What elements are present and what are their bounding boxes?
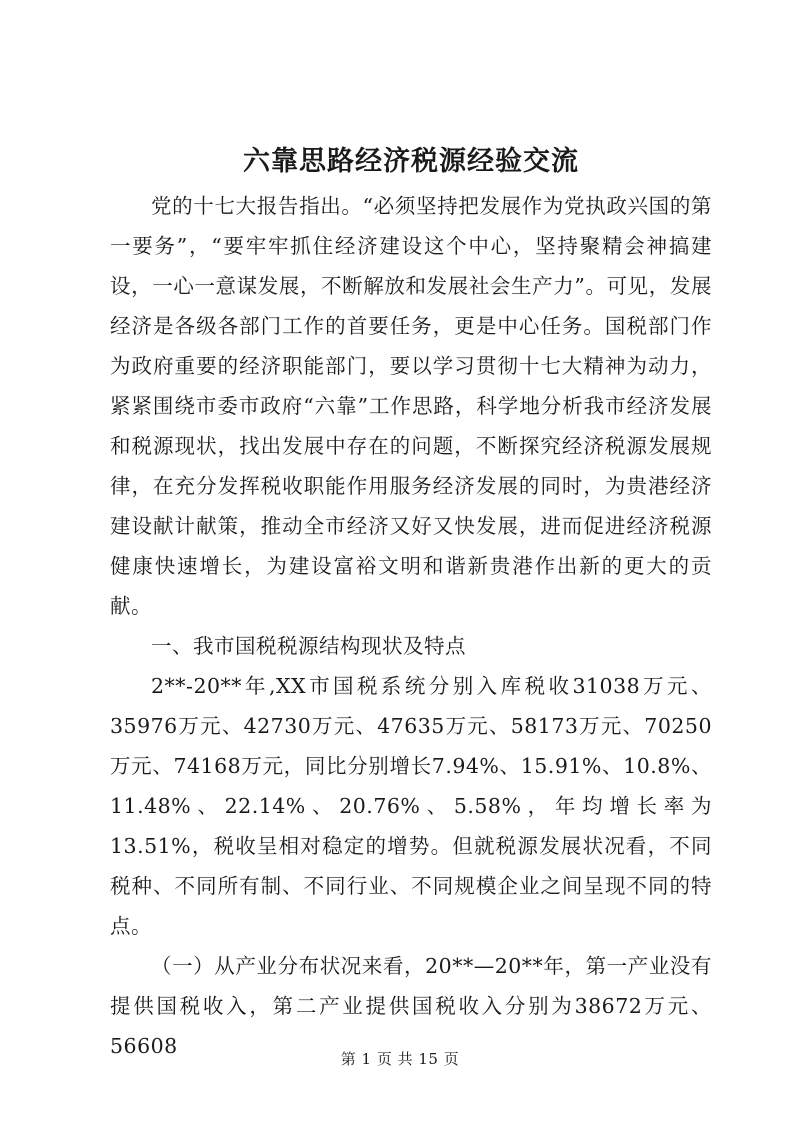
paragraph-intro: 党的十七大报告指出。“必须坚持把发展作为党执政兴国的第一要务”，“要牢牢抓住经济建设这个中心，坚持聚精会神搞建设，一心一意谋发展，不断解放和发展社会生产力”。可见，发展经济是各级各部门工作的首要任务，更是中心任务。国税部门作为政府重要的经济职能部门，要以学习贯彻十七大精神为动力，紧紧围绕市委市政府“六靠”工作思路，科学地分析我市经济发展和税源现状，找出发展中存在的问题，不断探究经济税源发展规律，在充分发挥税收职能作用服务经济发展的同时，为贵港经济建设献计献策，推动全市经济又好又快发展，进而促进经济税源健康快速增长，为建设富裕文明和谐新贵港作出新的更大的贡献。: [110, 194, 712, 618]
paragraph-tax-revenue: 2**-20**年,XX市国税系统分别入库税收31038万元、35976万元、42730万元、47635万元、58173万元、70250万元、74168万元，同比分别增长7.94%、15.91%、10.8%、11.48%、22.14%、20.76%、5.58%，年均增长率为13.51%，税收呈相对稳定的增势。但就税源发展状况看，不同税种、不同所有制、不同行业、不同规模企业之间呈现不同的特点。: [110, 674, 712, 938]
document-body: [110, 186, 712, 1066]
paragraph-industry-distribution: （一）从产业分布状况来看，20**—20**年，第一产业没有提供国税收入，第二产业提供国税收入分别为38672万元、56608: [110, 954, 712, 1058]
document-title: 六靠思路经济税源经验交流: [243, 146, 579, 177]
section-heading-1: 一、我市国税税源结构现状及特点: [151, 634, 466, 658]
page-number-footer: 第 1 页 共 15 页: [340, 1050, 460, 1068]
